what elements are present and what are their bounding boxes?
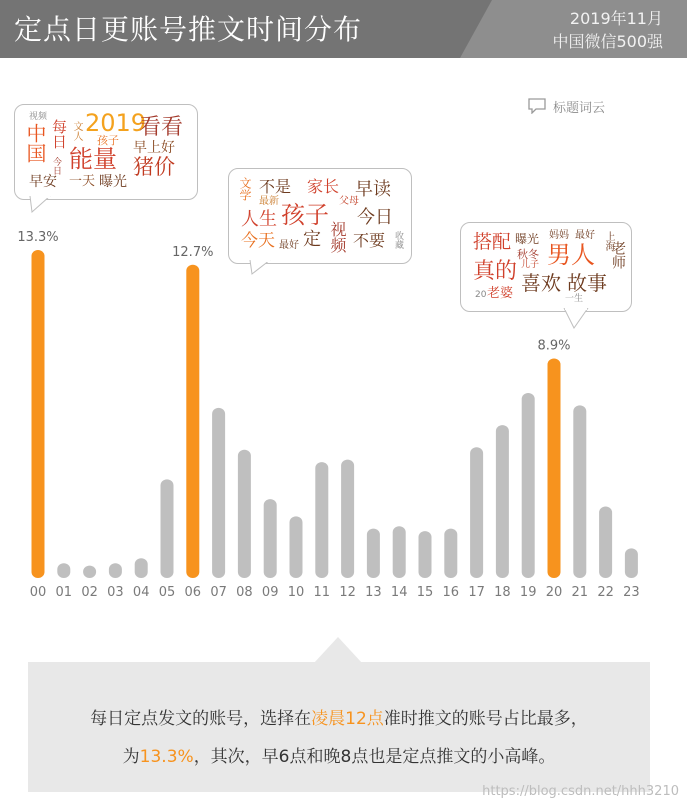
x-tick-label: 19 [519, 585, 537, 600]
legend-label: 标题词云 [553, 101, 606, 116]
bar-17 [470, 447, 483, 578]
bar-15 [419, 531, 432, 578]
bar-04 [135, 558, 148, 578]
page-title: 定点日更账号推文时间分布 [14, 13, 363, 46]
cloud-word: 看看 [139, 115, 184, 140]
cloud-word: 人生 [241, 209, 277, 230]
bar-00 [32, 250, 45, 578]
cloud-word: 20 [475, 290, 487, 300]
bar-03 [109, 563, 122, 578]
cloud-word: 妈妈 [549, 230, 569, 241]
cloud-word: 一生 [565, 294, 584, 304]
bar-20 [548, 359, 561, 578]
cloud-word: 文人 [71, 121, 82, 141]
cloud-word: 不要 [353, 231, 386, 250]
cloud-word: 秋冬 [517, 248, 539, 261]
cloud-word: 今天 [241, 231, 275, 251]
bar-11 [315, 462, 328, 578]
x-tick-label: 09 [261, 585, 279, 600]
bar-07 [212, 408, 225, 578]
bar-06 [186, 265, 199, 578]
bar-08 [238, 450, 251, 578]
x-tick-label: 08 [236, 585, 253, 600]
bar-12 [341, 460, 354, 578]
x-tick-label: 12 [339, 585, 356, 600]
cloud-word: 最新 [259, 196, 279, 207]
cloud-word: 搭配 [473, 231, 512, 253]
cloud-word: 老师 [610, 241, 626, 269]
x-tick-label: 16 [442, 585, 460, 600]
summary-line2-highlight: 13.3% [139, 747, 194, 767]
cloud-word: 早安 [29, 174, 57, 190]
cloud-word: 收藏 [393, 231, 403, 249]
x-tick-label: 22 [597, 585, 614, 600]
cloud-word: 中国 [23, 123, 47, 163]
cloud-word: 文学 [238, 177, 252, 201]
cloud-word: 喜欢 [521, 271, 561, 295]
x-tick-label: 10 [287, 585, 305, 600]
summary-line1-b: 准时推文的账号占比最多， [383, 709, 588, 729]
cloud-word: 视频 [328, 221, 347, 253]
summary-pointer [314, 637, 362, 663]
x-tick-label: 20 [545, 585, 563, 600]
header-date: 2019年11月 [569, 9, 663, 28]
bar-01 [57, 563, 70, 578]
bar-23 [625, 548, 638, 578]
summary-line2-b: ，其次，早6点和晚8点也是定点推文的小高峰。 [193, 747, 556, 767]
cloud-word: 曝光 [515, 232, 540, 246]
data-label: 8.9% [537, 338, 571, 354]
x-tick-label: 03 [107, 585, 124, 600]
summary-box [28, 662, 650, 792]
cloud-word: 2019 [85, 109, 147, 137]
cloud-word: 最好 [279, 240, 299, 251]
bar-19 [522, 393, 535, 578]
x-tick-label: 17 [468, 585, 485, 600]
cloud-word: 早上好 [133, 140, 175, 156]
bar-05 [161, 479, 174, 578]
x-tick-label: 13 [365, 585, 382, 600]
x-tick-label: 04 [132, 585, 150, 600]
cloud-word: 猪价 [133, 155, 175, 179]
bar-09 [264, 499, 277, 578]
x-tick-label: 23 [623, 585, 640, 600]
bar-10 [290, 516, 303, 578]
cloud-word: 孩子 [281, 201, 329, 229]
bar-14 [393, 526, 406, 578]
cloud-word: 男人 [547, 241, 595, 269]
cloud-word: 孩子 [97, 134, 119, 147]
x-tick-label: 06 [184, 585, 202, 600]
bar-22 [599, 506, 612, 578]
cloud-word: 一天 [69, 174, 96, 189]
x-tick-label: 11 [313, 585, 331, 600]
header-source: 中国微信500强 [552, 32, 663, 51]
cloud-word: 故事 [567, 271, 607, 295]
cloud-word: 今日 [357, 207, 393, 228]
x-tick-label: 01 [55, 585, 73, 600]
cloud-word: 家长 [307, 177, 340, 196]
cloud-word: 最好 [575, 230, 595, 241]
cloud-word: 视频 [29, 112, 48, 122]
cloud-word: 早读 [355, 179, 391, 200]
summary-line1-a: 每日定点发文的账号，选择在 [90, 709, 312, 729]
bar-02 [83, 566, 96, 578]
data-label: 13.3% [17, 230, 59, 245]
watermark: https://blog.csdn.net/hhh3210 [482, 784, 679, 799]
bar-18 [496, 425, 509, 578]
x-tick-label: 15 [416, 585, 434, 600]
x-tick-label: 21 [571, 585, 589, 600]
bar-21 [573, 405, 586, 578]
summary-text [28, 700, 650, 776]
cloud-word: 真的 [473, 259, 518, 284]
x-tick-label: 00 [29, 585, 47, 600]
cloud-word: 每日 [50, 119, 68, 149]
bar-13 [367, 529, 380, 578]
cloud-word: 不是 [259, 177, 292, 196]
x-tick-label: 02 [81, 585, 98, 600]
cloud-word: 今日 [51, 157, 61, 175]
cloud-word: 父母 [339, 196, 359, 207]
summary-line1-highlight: 凌晨12点 [311, 709, 384, 729]
cloud-word: 定 [303, 229, 321, 250]
cloud-word: 上海 [603, 231, 614, 251]
cloud-word: 老婆 [487, 286, 514, 301]
cloud-word: 儿子 [521, 260, 540, 270]
x-tick-label: 14 [390, 585, 408, 600]
summary-line2-a: 为 [122, 747, 140, 767]
bar-16 [444, 529, 457, 578]
x-tick-label: 05 [158, 585, 176, 600]
x-tick-label: 07 [210, 585, 227, 600]
x-tick-label: 18 [494, 585, 511, 600]
cloud-word: 能量 [69, 145, 117, 173]
cloud-word: 曝光 [99, 174, 127, 190]
data-label: 12.7% [172, 244, 214, 260]
